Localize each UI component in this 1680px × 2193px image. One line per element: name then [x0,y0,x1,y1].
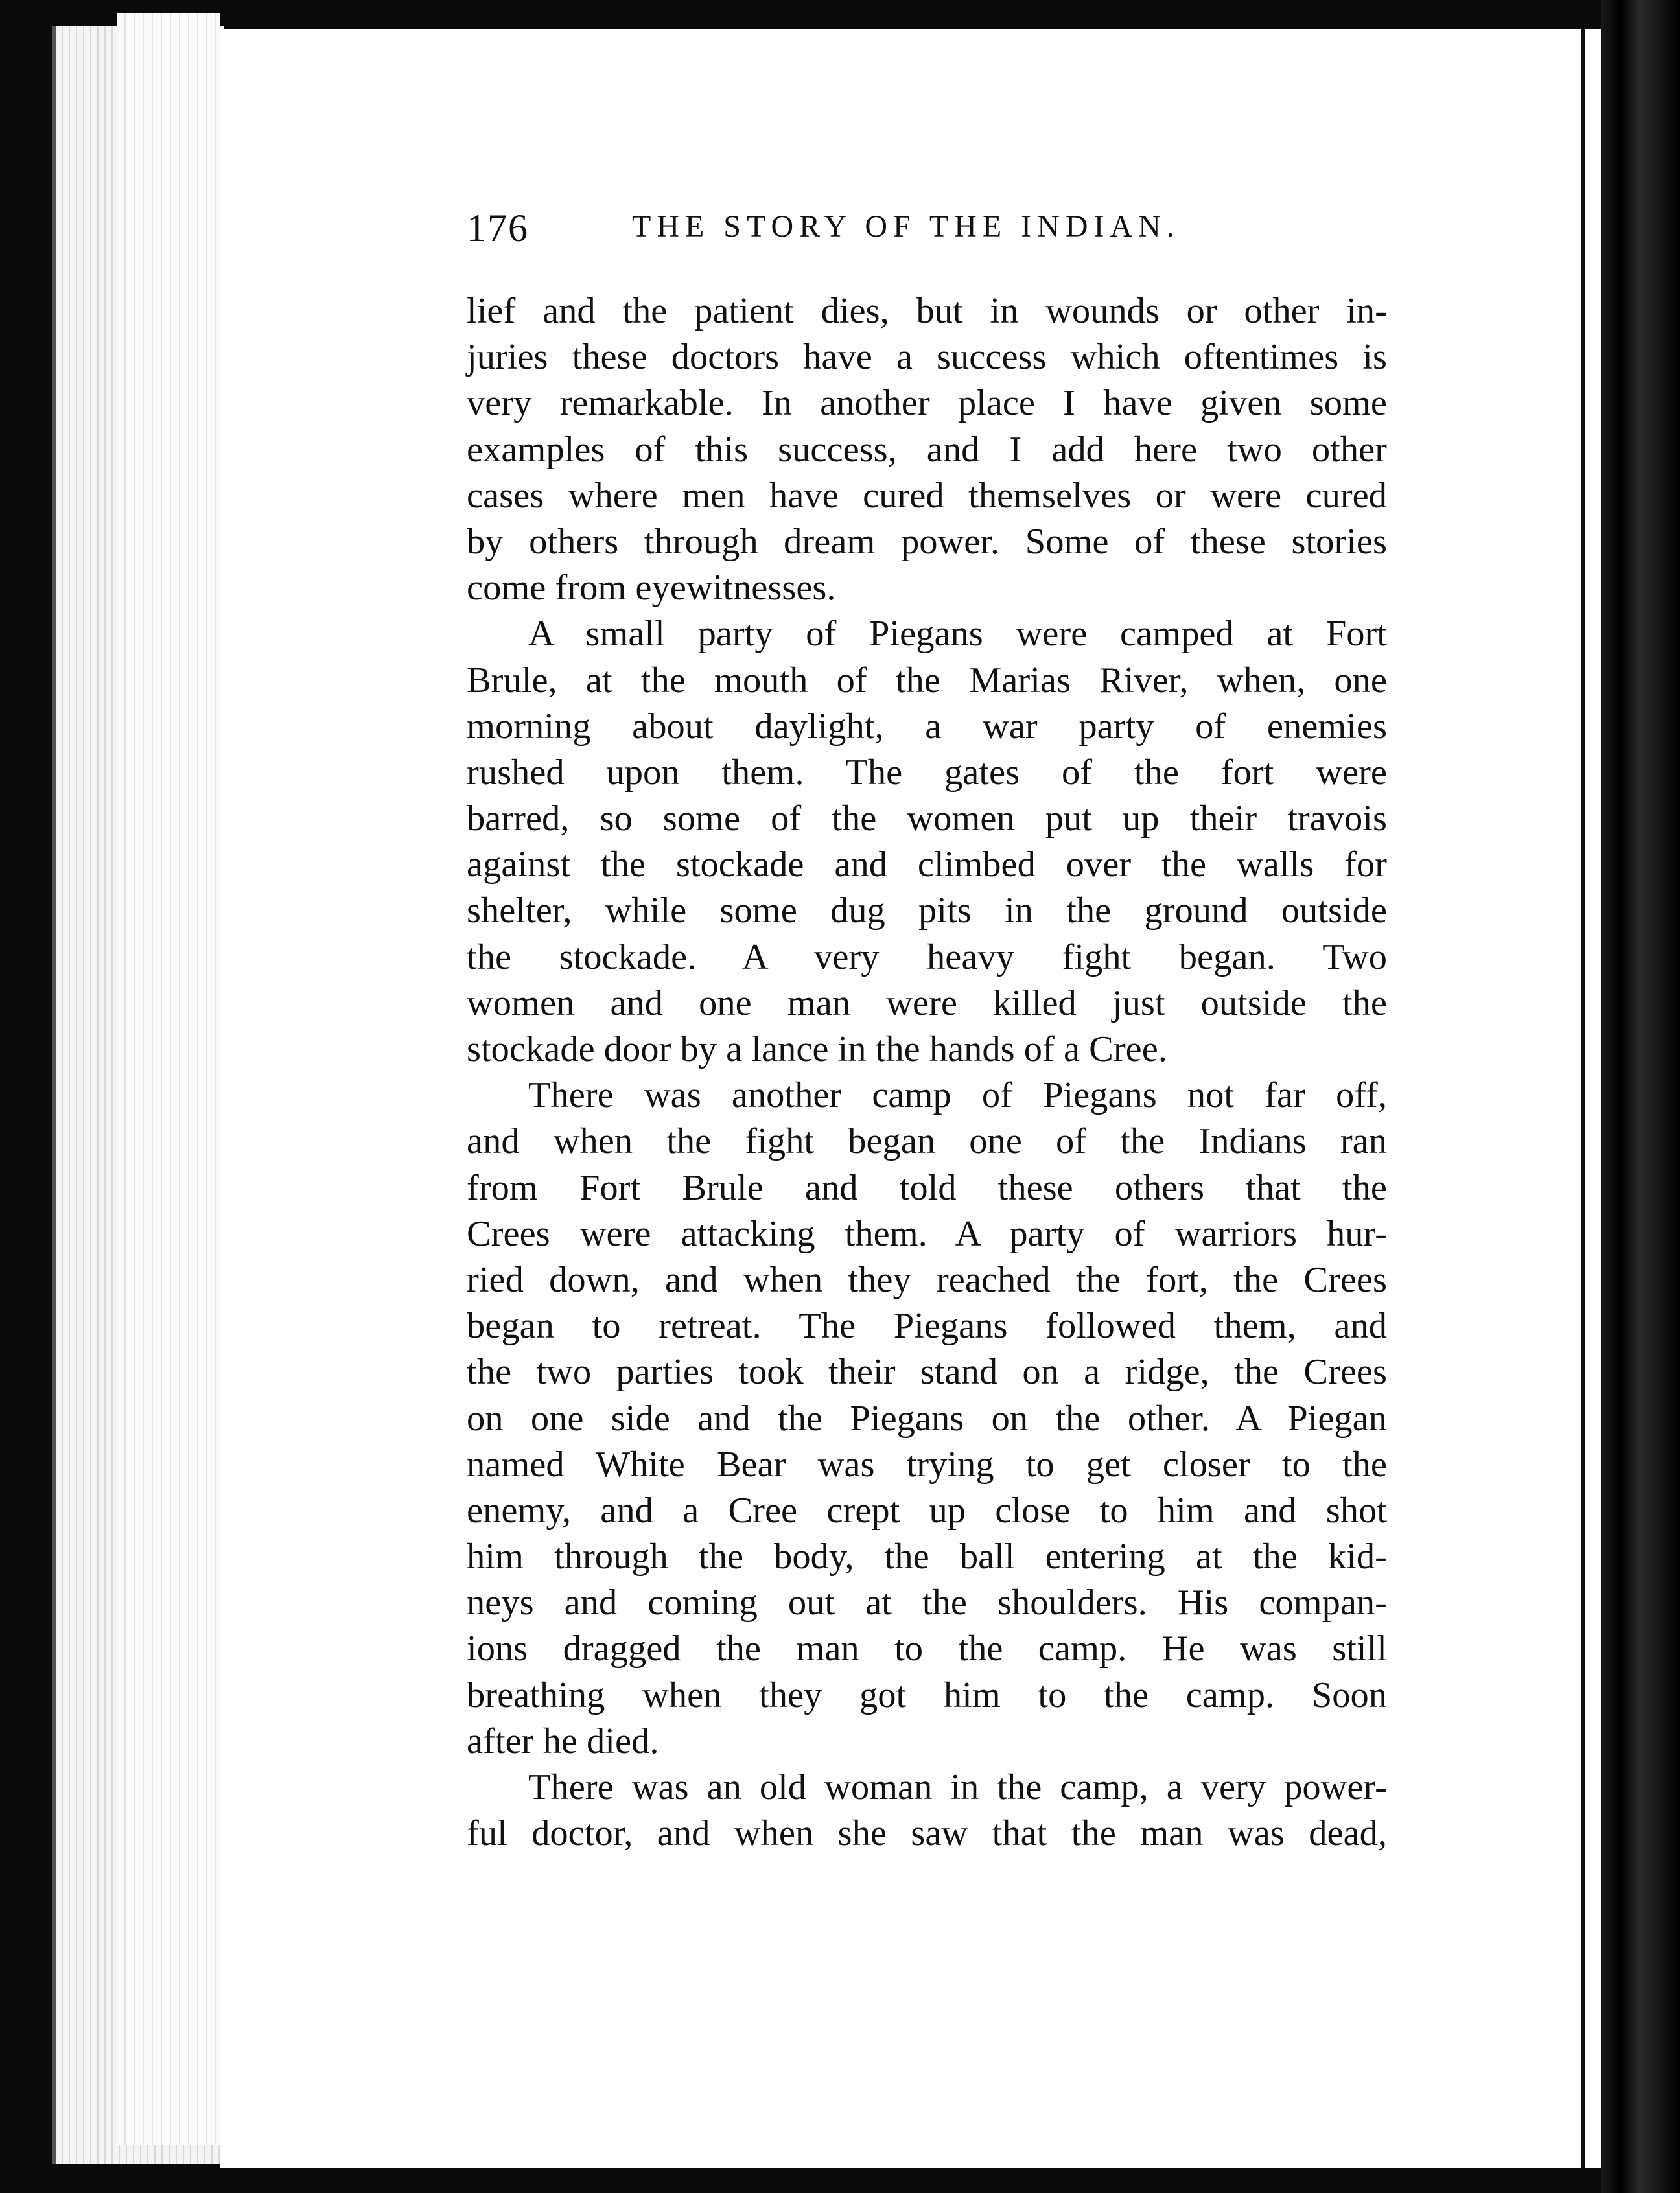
text-line: juries these doctors have a success which oftentimes is [467,337,1387,378]
text-line: Brule, at the mouth of the Marias River, when, one [467,660,1387,701]
text-line: from Fort Brule and told these others that the [467,1167,1387,1208]
text-line: barred, so some of the women put up their travois [467,798,1387,839]
text-line: against the stockade and climbed over the walls for [467,844,1387,885]
text-line: the two parties took their stand on a ridge, the Crees [467,1352,1387,1393]
text-line: cases where men have cured themselves or were cured [467,475,1387,516]
book-binding [1601,0,1680,2193]
page-header [467,206,1374,258]
body-text [467,288,1387,1857]
text-line: neys and coming out at the shoulders. His compan- [467,1583,1387,1623]
text-line: shelter, while some dug pits in the ground outside [467,890,1387,931]
page-number: 176 [467,207,529,249]
running-title: THE STORY OF THE INDIAN. [632,209,1180,244]
book-page-edges-inner [117,13,220,2145]
text-line: him through the body, the ball entering at the kid- [467,1537,1387,1577]
text-line: ions dragged the man to the camp. He was still [467,1629,1387,1669]
text-line: began to retreat. The Piegans followed them, and [467,1306,1387,1347]
text-line: breathing when they got him to the camp. Soon [467,1675,1387,1715]
text-line: after he died. [467,1721,659,1761]
page-gutter-line [1581,29,1585,2168]
text-line: rushed upon them. The gates of the fort were [467,752,1387,793]
text-line: Crees were attacking them. A party of warriors hur- [467,1213,1387,1254]
text-line: the stockade. A very heavy fight began. Two [467,936,1387,977]
text-line: There was another camp of Piegans not far off, [528,1075,1387,1116]
text-line: on one side and the Piegans on the other. A Piegan [467,1398,1387,1439]
text-line: ried down, and when they reached the fort, the Crees [467,1259,1387,1300]
text-line: named White Bear was trying to get closer to the [467,1444,1387,1485]
text-line: enemy, and a Cree crept up close to him and shot [467,1490,1387,1531]
text-line: lief and the patient dies, but in wounds or other in- [467,291,1387,331]
text-line: morning about daylight, a war party of enemies [467,706,1387,747]
text-line: women and one man were killed just outside the [467,982,1387,1023]
text-line: A small party of Piegans were camped at Fort [528,614,1387,655]
text-line: very remarkable. In another place I have given some [467,383,1387,424]
text-line: There was an old woman in the camp, a very power- [528,1767,1387,1807]
text-line: by others through dream power. Some of these stories [467,521,1387,562]
text-line: stockade door by a lance in the hands of a Cree. [467,1029,1167,1069]
text-line: come from eyewitnesses. [467,568,836,609]
text-line: and when the fight began one of the Indians ran [467,1121,1387,1162]
text-line: examples of this success, and I add here two other [467,429,1387,470]
text-line: ful doctor, and when she saw that the man was dead, [467,1813,1387,1854]
